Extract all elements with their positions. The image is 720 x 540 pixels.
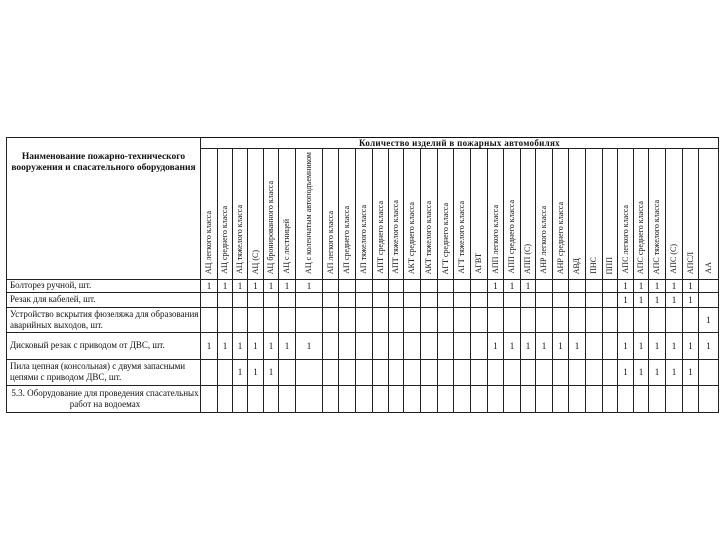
column-header-label: АЦ среднего класса: [220, 206, 229, 274]
quantity-cell: [666, 385, 683, 412]
quantity-cell: [323, 307, 339, 332]
quantity-cell: [296, 385, 323, 412]
quantity-cell: 1: [649, 332, 666, 359]
quantity-cell: 1: [553, 332, 569, 359]
quantity-cell: [373, 279, 389, 292]
quantity-cell: 1: [488, 279, 504, 292]
column-header-label: АГТ среднего класса: [440, 202, 450, 274]
quantity-cell: [521, 359, 536, 385]
quantity-cell: [296, 292, 323, 307]
quantity-cell: [603, 279, 618, 292]
table-row: [7, 279, 719, 292]
column-header: [339, 149, 356, 280]
quantity-cell: [553, 385, 569, 412]
quantity-cell: [553, 307, 569, 332]
quantity-cell: [553, 359, 569, 385]
column-header: [404, 149, 421, 280]
quantity-cell: [488, 359, 504, 385]
column-header-label: АПТ среднего класса: [375, 201, 385, 274]
column-header-label: АП легкого класса: [325, 210, 335, 274]
quantity-cell: [201, 359, 218, 385]
quantity-cell: 1: [699, 307, 719, 332]
quantity-cell: 1: [233, 359, 248, 385]
quantity-cell: [683, 385, 699, 412]
quantity-cell: [201, 292, 218, 307]
column-header: [421, 149, 438, 280]
column-header: [323, 149, 339, 280]
quantity-cell: [356, 332, 373, 359]
quantity-cell: 1: [666, 292, 683, 307]
column-header-label: АПП (С): [523, 243, 532, 274]
item-name: Резак для кабелей, шт.: [7, 292, 201, 307]
quantity-cell: [586, 332, 603, 359]
quantity-cell: [649, 385, 666, 412]
table-row: [7, 332, 719, 359]
column-header: [279, 149, 296, 280]
quantity-cell: 1: [569, 332, 586, 359]
quantity-cell: [603, 292, 618, 307]
quantity-cell: 1: [521, 279, 536, 292]
column-header-label: АПП среднего класса: [507, 200, 516, 274]
column-header-label: АЦ с лестницей: [282, 219, 291, 274]
quantity-cell: [536, 359, 553, 385]
quantity-cell: 1: [634, 279, 649, 292]
quantity-cell: [438, 279, 454, 292]
quantity-cell: [218, 307, 233, 332]
quantity-cell: [404, 359, 421, 385]
column-header: [649, 149, 666, 280]
quantity-cell: 1: [683, 359, 699, 385]
quantity-cell: 1: [279, 279, 296, 292]
quantity-cell: 1: [248, 359, 264, 385]
quantity-cell: [488, 292, 504, 307]
column-header-label: АНР среднего класса: [555, 201, 565, 274]
column-header-label: АПС среднего класса: [636, 200, 645, 274]
column-header: [603, 149, 618, 280]
column-header: [699, 149, 719, 280]
quantity-cell: [586, 292, 603, 307]
column-header: [296, 149, 323, 280]
column-header-label: АПСЛ: [685, 251, 695, 274]
quantity-cell: [471, 279, 488, 292]
quantity-cell: 1: [683, 332, 699, 359]
item-name: Устройство вскрытия фюзеляжа для образования аварийных выходов, шт.: [7, 307, 201, 332]
quantity-cell: [248, 385, 264, 412]
quantity-cell: 1: [699, 332, 719, 359]
quantity-cell: 1: [649, 279, 666, 292]
quantity-cell: 1: [233, 332, 248, 359]
column-header: [454, 149, 471, 280]
quantity-cell: [356, 279, 373, 292]
quantity-cell: [666, 307, 683, 332]
quantity-cell: [389, 307, 404, 332]
column-header: [389, 149, 404, 280]
quantity-cell: 1: [218, 332, 233, 359]
quantity-cell: 1: [634, 332, 649, 359]
quantity-cell: [404, 332, 421, 359]
quantity-cell: [264, 385, 279, 412]
quantity-cell: [488, 307, 504, 332]
quantity-cell: [233, 307, 248, 332]
quantity-cell: 1: [296, 332, 323, 359]
column-header: [618, 149, 634, 280]
quantity-cell: [279, 359, 296, 385]
quantity-cell: [586, 279, 603, 292]
quantity-cell: 1: [264, 332, 279, 359]
quantity-cell: 1: [666, 332, 683, 359]
quantity-cell: [296, 307, 323, 332]
quantity-cell: 1: [649, 359, 666, 385]
quantity-cell: [438, 332, 454, 359]
quantity-cell: [553, 292, 569, 307]
column-header: [504, 149, 521, 280]
column-header-label: АГВТ: [474, 253, 483, 274]
column-header-label: АПТ тяжелого класса: [391, 200, 400, 274]
quantity-cell: [279, 292, 296, 307]
quantity-cell: [323, 359, 339, 385]
quantity-cell: [373, 385, 389, 412]
column-header: [666, 149, 683, 280]
quantity-cell: [504, 307, 521, 332]
quantity-cell: [233, 292, 248, 307]
column-header: [586, 149, 603, 280]
quantity-cell: [521, 307, 536, 332]
quantity-cell: [421, 307, 438, 332]
quantity-cell: [323, 332, 339, 359]
quantity-cell: [569, 279, 586, 292]
quantity-cell: 1: [634, 292, 649, 307]
quantity-cell: [373, 307, 389, 332]
quantity-cell: [504, 385, 521, 412]
item-name: Дисковый резак с приводом от ДВС, шт.: [7, 332, 201, 359]
quantity-cell: [471, 307, 488, 332]
quantity-cell: [421, 359, 438, 385]
quantity-cell: 1: [683, 279, 699, 292]
quantity-cell: [339, 385, 356, 412]
quantity-cell: [634, 385, 649, 412]
quantity-cell: [649, 307, 666, 332]
quantity-cell: [421, 292, 438, 307]
quantity-cell: [421, 332, 438, 359]
quantity-cell: [404, 307, 421, 332]
column-header: [521, 149, 536, 280]
table-row: [7, 307, 719, 332]
quantity-cell: [323, 292, 339, 307]
quantity-cell: 1: [666, 279, 683, 292]
column-header-label: ПНС: [589, 257, 598, 274]
quantity-cell: [569, 359, 586, 385]
column-header-label: АВД: [572, 257, 581, 274]
quantity-cell: [488, 385, 504, 412]
column-header-label: АЦ легкого класса: [204, 210, 213, 274]
column-header-label: АПС (С): [669, 244, 678, 274]
quantity-cell: [438, 307, 454, 332]
quantity-cell: [248, 292, 264, 307]
column-header-label: АПС легкого класса: [620, 205, 630, 274]
quantity-cell: [421, 385, 438, 412]
quantity-cell: [603, 332, 618, 359]
quantity-cell: [404, 385, 421, 412]
quantity-cell: 1: [618, 292, 634, 307]
item-name: Болторез ручной, шт.: [7, 279, 201, 292]
quantity-cell: 1: [296, 279, 323, 292]
column-header: [488, 149, 504, 280]
quantity-cell: [218, 292, 233, 307]
quantity-cell: [536, 279, 553, 292]
quantity-cell: [699, 385, 719, 412]
quantity-cell: [586, 307, 603, 332]
quantity-cell: [218, 359, 233, 385]
quantity-cell: [339, 359, 356, 385]
quantity-cell: [699, 292, 719, 307]
column-header: [356, 149, 373, 280]
column-header-label: АА: [703, 262, 713, 274]
quantity-cell: [521, 385, 536, 412]
quantity-cell: [454, 359, 471, 385]
quantity-cell: [339, 307, 356, 332]
quantity-cell: 1: [248, 279, 264, 292]
quantity-cell: [536, 385, 553, 412]
column-header: [248, 149, 264, 280]
quantity-cell: 1: [683, 292, 699, 307]
quantity-cell: 1: [279, 332, 296, 359]
column-header-label: АНР легкого класса: [539, 206, 548, 274]
quantity-cell: [536, 307, 553, 332]
column-header-label: АПС тяжелого класса: [652, 199, 661, 274]
quantity-cell: [389, 385, 404, 412]
column-header: [553, 149, 569, 280]
group-header: Количество изделий в пожарных автомобилях: [201, 138, 719, 149]
quantity-cell: [603, 359, 618, 385]
quantity-cell: [454, 332, 471, 359]
quantity-cell: 1: [264, 279, 279, 292]
quantity-cell: [603, 307, 618, 332]
column-header-label: АКТ тяжелого класса: [424, 200, 433, 274]
quantity-cell: 1: [264, 359, 279, 385]
quantity-cell: 1: [504, 279, 521, 292]
column-header: [569, 149, 586, 280]
column-header-label: АЦ (С): [250, 249, 260, 274]
quantity-cell: [323, 385, 339, 412]
quantity-cell: [504, 359, 521, 385]
quantity-cell: 1: [504, 332, 521, 359]
quantity-cell: [264, 292, 279, 307]
quantity-cell: 1: [218, 279, 233, 292]
quantity-cell: [296, 359, 323, 385]
quantity-cell: [356, 385, 373, 412]
quantity-cell: [521, 292, 536, 307]
quantity-cell: 1: [634, 359, 649, 385]
column-header-label: АПП легкого класса: [490, 205, 500, 274]
column-header: [438, 149, 454, 280]
quantity-cell: [618, 307, 634, 332]
column-header: [264, 149, 279, 280]
quantity-cell: 1: [201, 332, 218, 359]
quantity-cell: [699, 279, 719, 292]
quantity-cell: [471, 385, 488, 412]
quantity-cell: [279, 307, 296, 332]
quantity-cell: [404, 279, 421, 292]
column-header-label: АЦ тяжелого класса: [235, 205, 244, 274]
quantity-cell: [586, 359, 603, 385]
quantity-cell: [683, 307, 699, 332]
quantity-cell: 1: [666, 359, 683, 385]
column-header: [471, 149, 488, 280]
quantity-cell: 1: [488, 332, 504, 359]
quantity-cell: 1: [618, 332, 634, 359]
quantity-cell: [603, 385, 618, 412]
quantity-cell: [201, 307, 218, 332]
quantity-cell: [471, 332, 488, 359]
quantity-cell: [438, 292, 454, 307]
quantity-cell: [389, 292, 404, 307]
column-header-label: ППП: [605, 256, 614, 274]
quantity-cell: 1: [248, 332, 264, 359]
column-header: [634, 149, 649, 280]
quantity-cell: [373, 292, 389, 307]
quantity-cell: 1: [649, 292, 666, 307]
quantity-cell: [536, 292, 553, 307]
quantity-cell: [569, 292, 586, 307]
quantity-cell: [218, 385, 233, 412]
item-name: 5.3. Оборудование для проведения спасательных работ на водоемах: [7, 385, 201, 412]
table-row: [7, 359, 719, 385]
column-header-label: АП среднего класса: [342, 206, 351, 274]
column-header: [536, 149, 553, 280]
quantity-cell: [454, 307, 471, 332]
quantity-cell: [356, 307, 373, 332]
quantity-cell: 1: [618, 359, 634, 385]
quantity-cell: [233, 385, 248, 412]
quantity-cell: 1: [618, 279, 634, 292]
quantity-cell: [279, 385, 296, 412]
quantity-cell: [569, 307, 586, 332]
quantity-cell: [438, 359, 454, 385]
quantity-cell: [471, 292, 488, 307]
quantity-cell: [618, 385, 634, 412]
quantity-cell: [339, 332, 356, 359]
quantity-cell: [454, 385, 471, 412]
quantity-cell: [339, 292, 356, 307]
quantity-cell: [356, 292, 373, 307]
quantity-cell: [553, 279, 569, 292]
quantity-cell: [248, 307, 264, 332]
column-header: [373, 149, 389, 280]
column-header-label: АЦ с коленчатым автоподъемником: [304, 152, 313, 274]
column-header-label: АКТ среднего класса: [407, 201, 416, 274]
quantity-cell: [569, 385, 586, 412]
quantity-cell: [504, 292, 521, 307]
quantity-cell: [454, 279, 471, 292]
quantity-cell: [454, 292, 471, 307]
quantity-cell: [339, 279, 356, 292]
quantity-cell: [471, 359, 488, 385]
quantity-cell: 1: [201, 279, 218, 292]
column-header: [683, 149, 699, 280]
column-header-label: АГТ тяжелого класса: [457, 201, 466, 274]
quantity-cell: [323, 279, 339, 292]
section-row: [7, 385, 719, 412]
quantity-cell: [699, 359, 719, 385]
column-header: [218, 149, 233, 280]
quantity-cell: 1: [536, 332, 553, 359]
quantity-cell: [389, 279, 404, 292]
column-header-label: АЦ бронированного класса: [266, 180, 275, 274]
quantity-cell: [586, 385, 603, 412]
quantity-cell: [373, 359, 389, 385]
quantity-cell: [389, 332, 404, 359]
row-header: Наименование пожарно-технического вооружения и спасательного оборудования: [7, 138, 201, 280]
quantity-cell: [201, 385, 218, 412]
quantity-cell: [389, 359, 404, 385]
quantity-cell: [356, 359, 373, 385]
quantity-cell: [404, 292, 421, 307]
item-name: Пила цепная (консольная) с двумя запасными цепями с приводом ДВС, шт.: [7, 359, 201, 385]
quantity-cell: 1: [521, 332, 536, 359]
table-row: [7, 292, 719, 307]
quantity-cell: [438, 385, 454, 412]
equipment-table: [6, 137, 719, 413]
quantity-cell: 1: [233, 279, 248, 292]
quantity-cell: [421, 279, 438, 292]
quantity-cell: [634, 307, 649, 332]
column-header: [233, 149, 248, 280]
quantity-cell: [373, 332, 389, 359]
column-header-label: АП тяжелого класса: [359, 205, 368, 274]
quantity-cell: [264, 307, 279, 332]
column-header: [201, 149, 218, 280]
